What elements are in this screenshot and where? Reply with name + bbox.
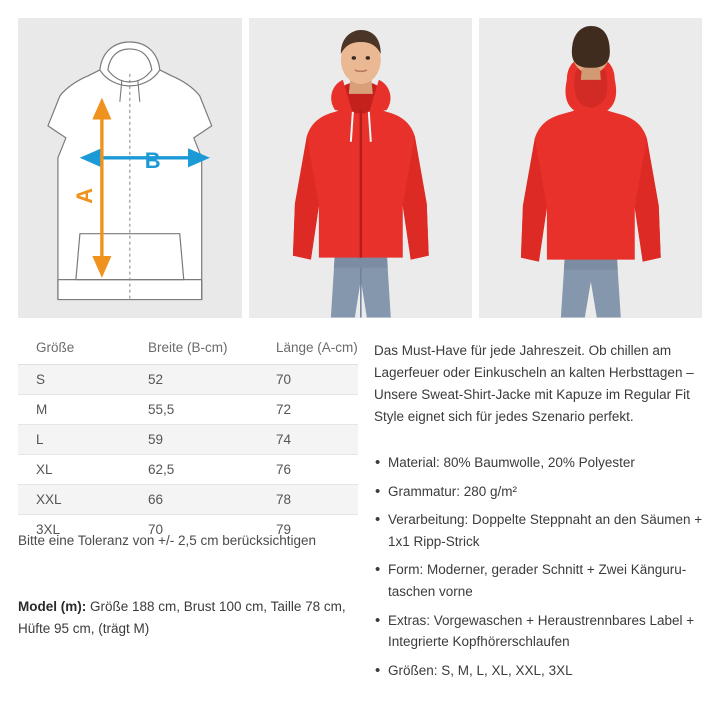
model-label: Model (m): (18, 599, 87, 614)
model-photo-back (479, 18, 702, 318)
cell-size: S (18, 365, 130, 395)
cell-size: XXL (18, 485, 130, 515)
feature-item: • Grammatur: 280 g/m² (374, 481, 706, 503)
description-text: Das Must-Have für jede Jahreszeit. Ob chillen am Lagerfeuer oder Einkuscheln an kalten Herbsttagen – Unsere Sweat-Shirt-Jacke mit Kapuze im Regular Fit Style eignet sich für jedes Szenario perfekt. (374, 343, 694, 424)
table-row (18, 395, 358, 425)
cell-width: 55,5 (130, 395, 258, 425)
feature-item: • Größen: S, M, L, XL, XXL, 3XL (374, 660, 706, 682)
cell-size: 3XL (36, 522, 61, 537)
cell-length: 70 (258, 365, 358, 395)
diagram-label-a: A (71, 187, 97, 204)
cell-size: L (18, 425, 130, 455)
cell-size: XL (18, 455, 130, 485)
cell-width: 66 (130, 485, 258, 515)
feature-item: • Material: 80% Baumwolle, 20% Polyester (374, 452, 706, 474)
table-row (18, 365, 358, 395)
cell-length: 72 (258, 395, 358, 425)
table-header-row (18, 333, 358, 365)
cell-width: 62,5 (130, 455, 258, 485)
table-header-size: Größe (18, 333, 130, 365)
feature-item: • Extras: Vorgewaschen + Heraustrennbares Label + Integrierte Kopfhörerschlaufen (374, 610, 706, 653)
model-measurements: Größe 188 cm, Brust 100 cm, Taille 78 cm, Hüfte 95 cm, (trägt M) (18, 599, 346, 636)
table-header-width: Breite (B-cm) (130, 333, 258, 365)
cell-length: 76 (258, 455, 358, 485)
cell-size: M (18, 395, 130, 425)
cell-length: 79 (276, 522, 292, 537)
table-row (18, 455, 358, 485)
cell-length: 74 (258, 425, 358, 455)
table-row (18, 485, 358, 515)
model-info (18, 596, 358, 640)
size-table (18, 333, 358, 544)
product-features (374, 452, 706, 688)
cell-width: 59 (130, 425, 258, 455)
table-header-length: Länge (A-cm) (258, 333, 358, 365)
table-row (18, 425, 358, 455)
feature-item: • Verarbeitung: Doppelte Steppnaht an den Säumen + 1x1 Ripp-Strick (374, 509, 706, 552)
product-image-row (18, 18, 702, 318)
tolerance-note: Bitte eine Toleranz von +/- 2,5 cm berücksichtigen (18, 533, 317, 548)
cell-length: 78 (258, 485, 358, 515)
diagram-label-b: B (144, 147, 161, 173)
feature-item: • Form: Moderner, gerader Schnitt + Zwei Kängurutaschen vorne (374, 559, 706, 602)
measurement-diagram (18, 18, 242, 318)
model-photo-front (249, 18, 473, 318)
cell-width: 52 (130, 365, 258, 395)
product-description (374, 340, 704, 433)
cell-width: 70 (148, 522, 164, 537)
